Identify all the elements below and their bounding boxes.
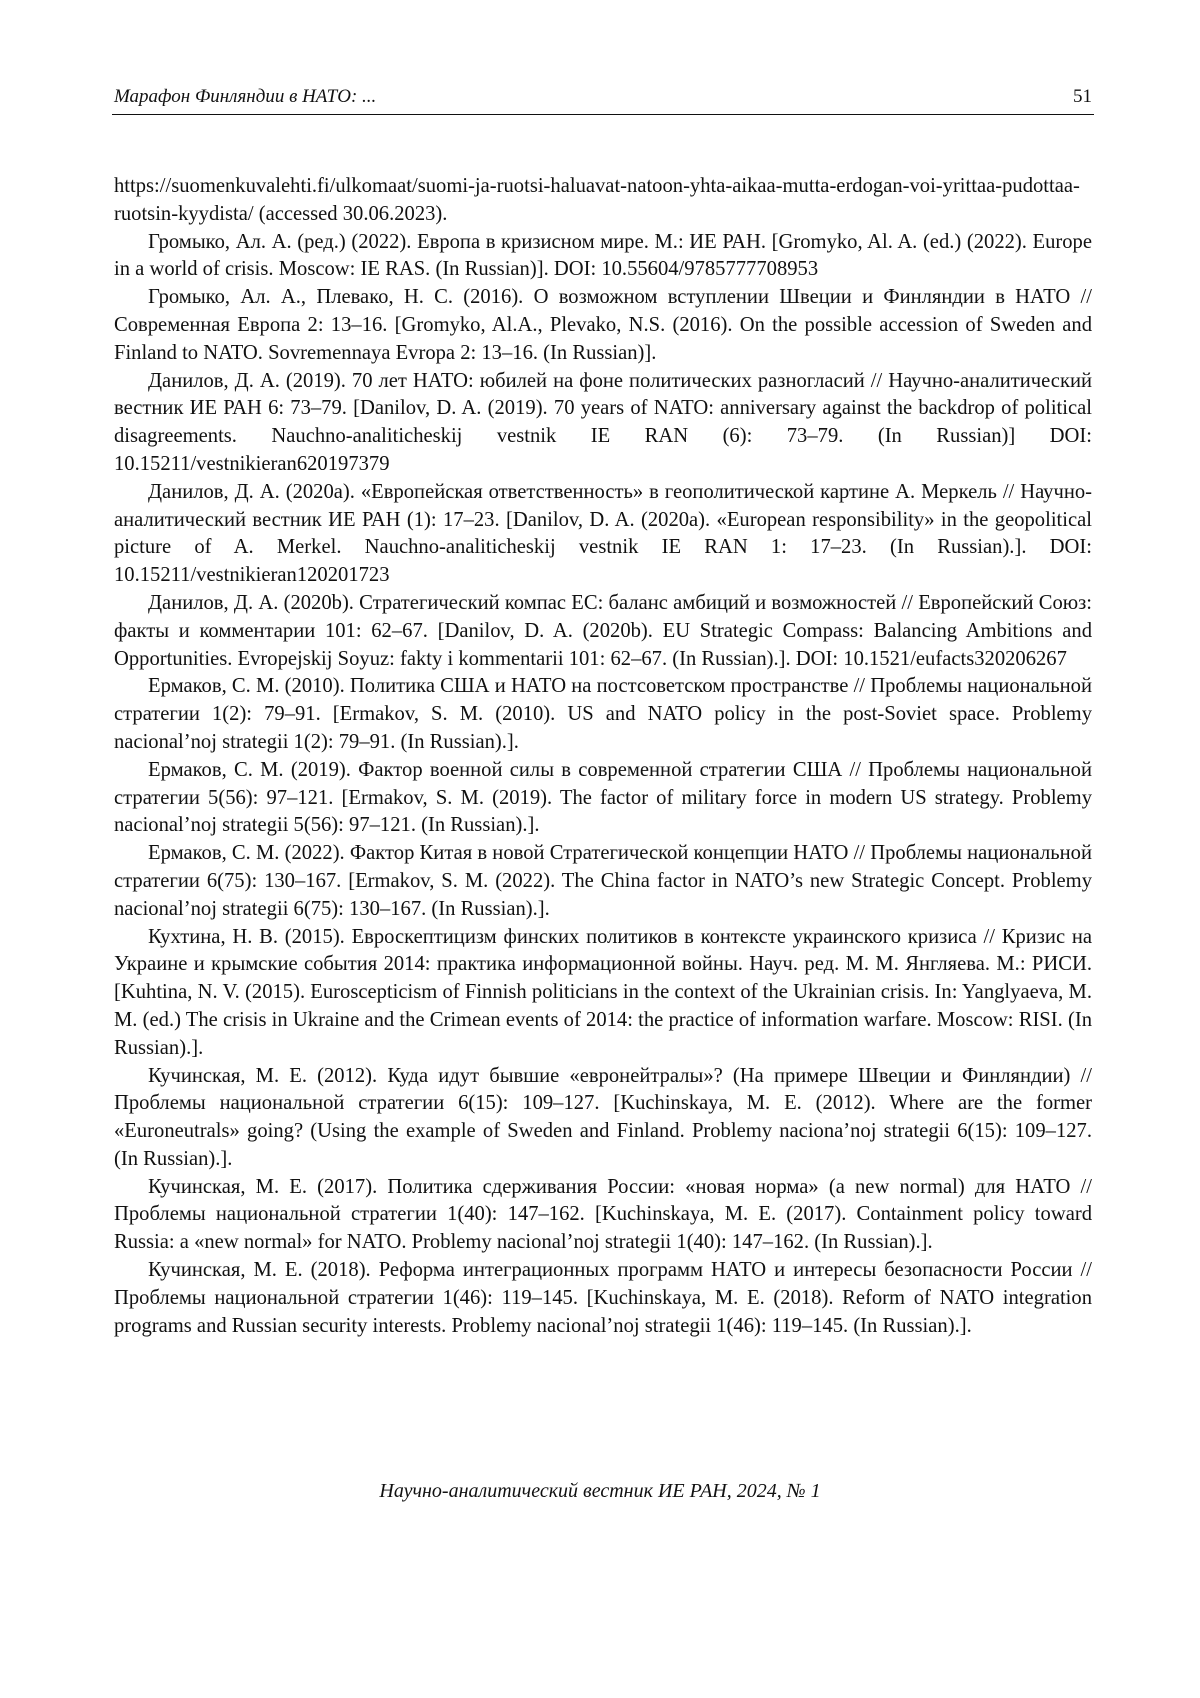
reference-entry: Кучинская, М. Е. (2017). Политика сдерживания России: «новая норма» (a new normal) для НАТО // Проблемы национальной стратегии 1(40): 147–162. [Kuchinskaya, M. E. (2017). Containment policy toward Russia: a «new normal» for NATO. Problemy nacional’noj strategii 1(40): 147–162. (In Russian).]. xyxy=(114,1175,1092,1254)
reference-entry: Ермаков, С. М. (2019). Фактор военной силы в современной стратегии США // Проблемы национальной стратегии 5(56): 97–121. [Ermakov, S. M. (2019). The factor of military force in modern US strategy. Problemy nacional’noj strategii 5(56): 97–121. (In Russian).]. xyxy=(114,758,1092,837)
reference-list xyxy=(114,173,1092,1340)
reference-entry: Кучинская, М. Е. (2018). Реформа интеграционных программ НАТО и интересы безопасности России // Проблемы национальной стратегии 1(46): 119–145. [Kuchinskaya, M. E. (2018). Reform of NATO integration programs and Russian security interests. Problemy nacional’noj strategii 1(46): 119–145. (In Russian).]. xyxy=(114,1259,1092,1337)
page-number: 51 xyxy=(1073,86,1092,107)
reference-entry: Громыко, Ал. А. (ред.) (2022). Европа в кризисном мире. М.: ИЕ РАН. [Gromyko, Al. A. (ed.) (2022). Europe in a world of crisis. Moscow: IE RAS. (In Russian)]. DOI: 10.55604/9785777708953 xyxy=(114,230,1092,281)
reference-entry: Ермаков, С. М. (2022). Фактор Китая в новой Стратегической концепции НАТО // Проблемы национальной стратегии 6(75): 130–167. [Ermakov, S. M. (2022). The China factor in NATO’s new Strategic Concept. Problemy nacional’noj strategii 6(75): 130–167. (In Russian).]. xyxy=(114,842,1092,920)
reference-entry: Данилов, Д. А. (2019). 70 лет НАТО: юбилей на фоне политических разногласий // Научно-аналитический вестник ИЕ РАН 6: 73–79. [Danilov, D. A. (2019). 70 years of NATO: anniversary against the backdrop of political disagreements. Nauchno-analiticheskij vestnik IE RAN (6): 73–79. (In Russian)] DOI: 10.15211/vestnikieran620197379 xyxy=(114,369,1092,475)
reference-entry: Кучинская, М. Е. (2012). Куда идут бывшие «евронейтралы»? (На примере Швеции и Финляндии) // Проблемы национальной стратегии 6(15): 109–127. [Kuchinskaya, M. E. (2012). Where are the former «Euroneutrals» going? (Using the example of Sweden and Finland. Problemy naciona’noj strategii 6(15): 109–127. (In Russian).]. xyxy=(114,1064,1092,1170)
running-footer: Научно-аналитический вестник ИЕ РАН, 2024, № 1 xyxy=(379,1480,821,1502)
running-title: Марафон Финляндии в НАТО: ... xyxy=(114,86,377,107)
reference-entry: Громыко, Ал. А., Плевако, Н. С. (2016). О возможном вступлении Швеции и Финляндии в НАТО // Современная Европа 2: 13–16. [Gromyko, Al.A., Plevako, N.S. (2016). On the possible accession of Sweden and Finland to NATO. Sovremennaya Evropa 2: 13–16. (In Russian)]. xyxy=(114,286,1092,364)
reference-entry: Кухтина, Н. В. (2015). Евроскептицизм финских политиков в контексте украинского кризиса // Кризис на Украине и крымские события 2014: практика информационной войны. Науч. ред. М. М. Янгляева. М.: РИСИ. [Kuhtina, N. V. (2015). Euroscepticism of Finnish politicians in the context of the Ukrainian crisis. In: Yanglyaeva, M. M. (ed.) The crisis in Ukraine and the Crimean events of 2014: the practice of information warfare. Moscow: RISI. (In Russian).]. xyxy=(114,925,1092,1059)
running-header xyxy=(112,84,1094,115)
reference-entry: Данилов, Д. А. (2020a). «Европейская ответственность» в геополитической картине А. Меркель // Научно-аналитический вестник ИЕ РАН (1): 17–23. [Danilov, D. A. (2020a). «European responsibility» in the geopolitical picture of A. Merkel. Nauchno-analiticheskij vestnik IE RAN 1: 17–23. (In Russian).]. DOI: 10.15211/vestnikieran120201723 xyxy=(114,480,1092,587)
reference-entry: Данилов, Д. А. (2020b). Стратегический компас ЕС: баланс амбиций и возможностей // Европейский Союз: факты и комментарии 101: 62–67. [Danilov, D. A. (2020b). EU Strategic Compass: Balancing Ambitions and Opportunities. Evropejskij Soyuz: fakty i kommentarii 101: 62–67. (In Russian).]. DOI: 10.1521/eufacts320206267 xyxy=(114,591,1092,670)
reference-entry: Ермаков, С. М. (2010). Политика США и НАТО на постсоветском пространстве // Проблемы национальной стратегии 1(2): 79–91. [Ermakov, S. M. (2010). US and NATO policy in the post-Soviet space. Problemy nacional’noj strategii 1(2): 79–91. (In Russian).]. xyxy=(114,675,1092,753)
reference-entry-continuation: https://suomenkuvalehti.fi/ulkomaat/suomi-ja-ruotsi-haluavat-natoon-yhta-aikaa-mutta-erdogan-voi-yrittaa-pudottaa-ruotsin-kyydista/ (accessed 30.06.2023). xyxy=(114,175,1080,225)
